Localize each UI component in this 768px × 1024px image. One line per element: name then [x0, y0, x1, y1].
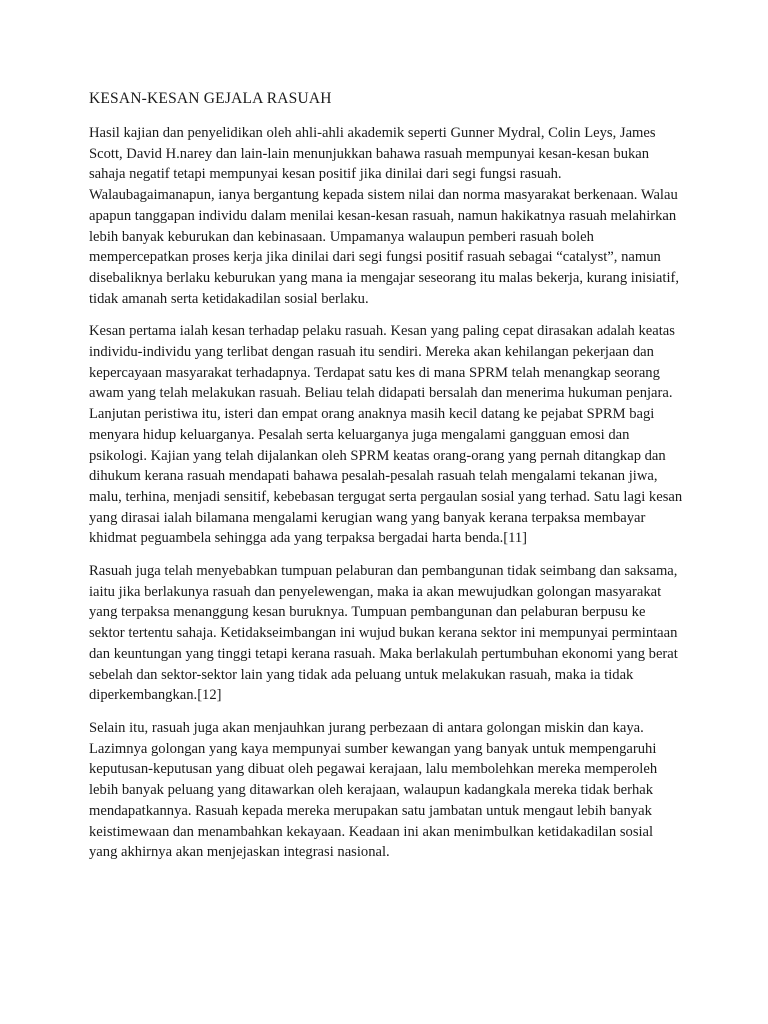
paragraph-kesan-pelaku: Kesan pertama ialah kesan terhadap pelaku rasuah. Kesan yang paling cepat dirasakan adalah keatas individu-individu yang terlibat dengan rasuah itu sendiri. Mereka akan kehilangan pekerjaan dan kepercayaan masyarakat terhadapnya. Terdapat satu kes di mana SPRM telah menangkap seorang awam yang telah melakukan rasuah. Beliau telah didapati bersalah dan menerima hukuman penjara. Lanjutan peristiwa itu, isteri dan empat orang anaknya masih kecil datang ke pejabat SPRM bagi menyara hidup keluarganya. Pesalah serta keluarganya juga mengalami gangguan emosi dan psikologi. Kajian yang telah dijalankan oleh SPRM keatas orang-orang yang pernah ditangkap dan dihukum kerana rasuah mendapati bahawa pesalah-pesalah rasuah telah mengalami tekanan jiwa, malu, terhina, menjadi sensitif, kebebasan tergugat serta pergaulan sosial yang terhad. Satu lagi kesan yang dirasai ialah bilamana mengalami kerugian wang yang banyak kerana terpaksa membayar khidmat peguambela sehingga ada yang terpaksa bergadai harta benda.[11]: [89, 323, 683, 547]
paragraph-intro: Hasil kajian dan penyelidikan oleh ahli-ahli akademik seperti Gunner Mydral, Colin Leys, James Scott, David H.narey dan lain-lain menunjukkan bahawa rasuah mempunyai kesan-kesan bukan sahaja negatif tetapi mempunyai kesan positif jika dinilai dari segi fungsi rasuah. Walaubagaimanapun, ianya bergantung kepada sistem nilai dan norma masyarakat berkenaan. Walau apapun tanggapan individu dalam menilai kesan-kesan rasuah, namun hakikatnya rasuah melahirkan lebih banyak keburukan dan kebinasaan. Umpamanya walaupun pemberi rasuah boleh mempercepatkan proses kerja jika dinilai dari segi fungsi positif rasuah sebagai “catalyst”, namun disebaliknya berlaku keburukan yang mana ia mengajar seseorang itu malas bekerja, kurang inisiatif, tidak amanah serta ketidakadilan sosial berlaku.: [89, 125, 680, 307]
paragraph-jurang-perbezaan: Selain itu, rasuah juga akan menjauhkan jurang perbezaan di antara golongan miskin dan kaya. Lazimnya golongan yang kaya mempunyai sumber kewangan yang banyak untuk mempengaruhi keputusan-keputusan yang dibuat oleh pegawai kerajaan, lalu membolehkan mereka memperoleh lebih banyak peluang yang ditawarkan oleh kerajaan, walaupun kadangkala mereka tidak berhak mendapatkannya. Rasuah kepada mereka merupakan satu jambatan untuk mengaut lebih banyak keistimewaan dan menambahkan kekayaan. Keadaan ini akan menimbulkan ketidakadilan sosial yang akhirnya akan menjejaskan integrasi nasional.: [89, 719, 658, 861]
document-title: KESAN-KESAN GEJALA RASUAH: [89, 90, 332, 107]
paragraph-kesan-pelaburan: Rasuah juga telah menyebabkan tumpuan pelaburan dan pembangunan tidak seimbang dan saksama, iaitu jika berlakunya rasuah dan penyelewengan, maka ia akan mewujudkan golongan masyarakat yang terpaksa menanggung kesan buruknya. Tumpuan pembangunan dan pelaburan berpusu ke sektor tertentu sahaja. Ketidakseimbangan ini wujud bukan kerana sektor ini mempunyai permintaan dan keuntungan yang tinggi tetapi kerana rasuah. Maka berlakulah pertumbuhan ekonomi yang berat sebelah dan sektor-sektor lain yang tidak ada peluang untuk melakukan rasuah, maka ia tidak diperkembangkan.[12]: [89, 563, 678, 704]
